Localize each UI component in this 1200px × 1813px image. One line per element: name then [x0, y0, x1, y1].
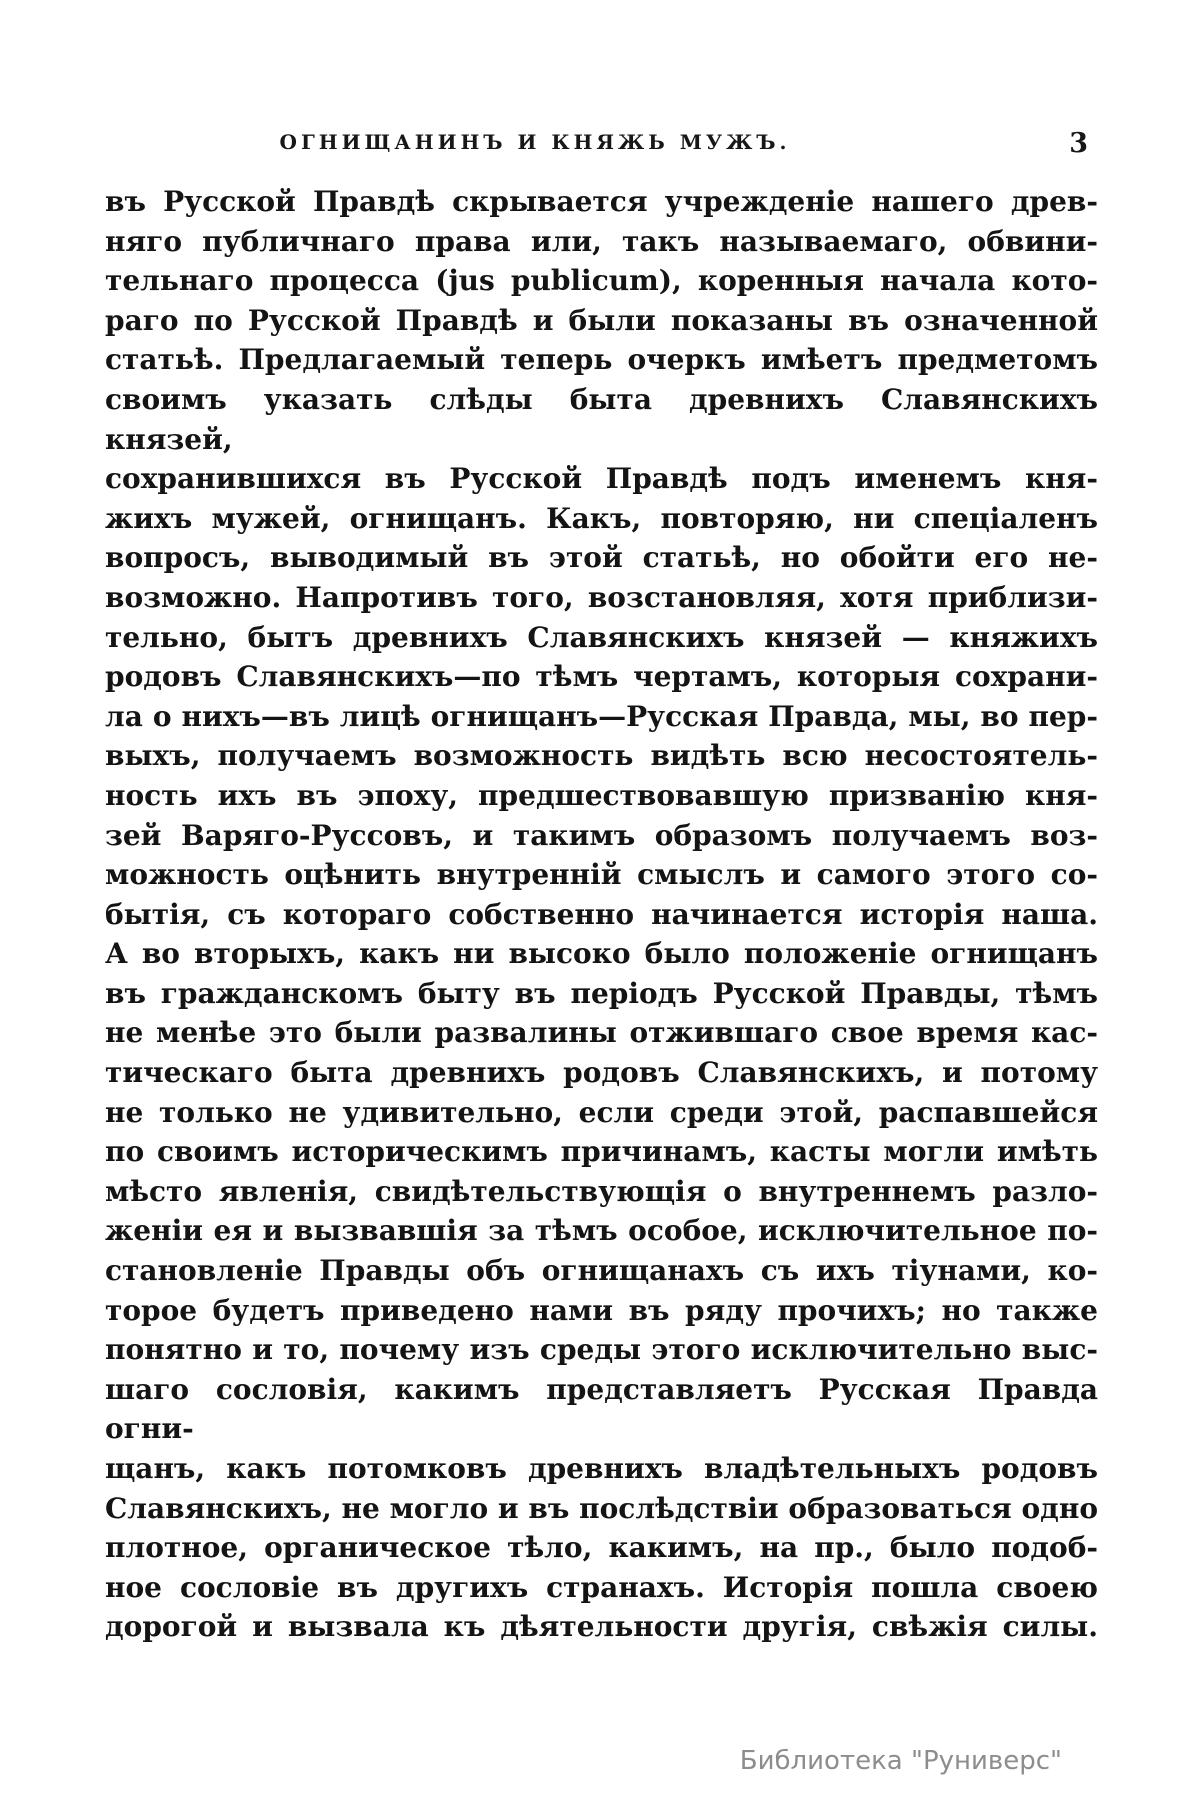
text-line: плотное, органическое тѣло, какимъ, на пр., было подоб-: [105, 1531, 1098, 1565]
text-line: своимъ указать слѣды быта древнихъ Славянскихъ князей,: [105, 382, 1098, 456]
text-line: раго по Русской Правдѣ и были показаны въ означенной: [105, 303, 1098, 337]
running-title: ОГНИЩАНИНЪ И КНЯЖЬ МУЖЪ.: [279, 130, 791, 154]
text-line: по своимъ историческимъ причинамъ, касты могли имѣть: [105, 1135, 1098, 1169]
text-line: тическаго быта древнихъ родовъ Славянскихъ, и потому: [105, 1056, 1098, 1090]
page-number: 3: [1069, 128, 1088, 159]
text-line: можность оцѣнить внутренній смыслъ и самого этого со-: [105, 858, 1098, 892]
text-line: А во вторыхъ, какъ ни высоко было положеніе огнищанъ: [105, 937, 1098, 971]
text-line: Славянскихъ, не могло и въ послѣдствіи образоваться одно: [105, 1491, 1098, 1525]
text-line: жихъ мужей, огнищанъ. Какъ, повторяю, ни спеціаленъ: [105, 501, 1098, 535]
text-line: тельнаго процесса (jus publicum), коренныя начала кото-: [105, 264, 1098, 298]
text-line: въ Русской Правдѣ скрывается учрежденіе нашего древ-: [105, 185, 1098, 218]
text-line: ность ихъ въ эпоху, предшествовавшую призванію кня-: [105, 778, 1098, 812]
text-line: зей Варяго-Руссовъ, и такимъ образомъ получаемъ воз-: [105, 818, 1098, 852]
text-line: выхъ, получаемъ возможность видѣть всю несостоятель-: [105, 739, 1098, 773]
text-line: возможно. Напротивъ того, возстановляя, хотя приблизи-: [105, 580, 1098, 614]
text-line: женіи ея и вызвавшія за тѣмъ особое, исключительное по-: [105, 1214, 1098, 1248]
text-line: сохранившихся въ Русской Правдѣ подъ именемъ кня-: [105, 462, 1098, 496]
text-line: няго публичнаго права или, такъ называемаго, обвини-: [105, 224, 1098, 258]
text-line: не только не удивительно, если среди этой, распавшейся: [105, 1095, 1098, 1129]
text-line: понятно и то, почему изъ среды этого исключительно выс-: [105, 1333, 1098, 1367]
text-line: щанъ, какъ потомковъ древнихъ владѣтельныхъ родовъ: [105, 1452, 1098, 1485]
text-line: становленіе Правды объ огнищанахъ съ ихъ тіунами, ко-: [105, 1254, 1098, 1288]
text-line: родовъ Славянскихъ—по тѣмъ чертамъ, которыя сохрани-: [105, 660, 1098, 694]
library-watermark: Библиотека "Руниверс": [739, 1746, 1062, 1776]
text-line: шаго сословія, какимъ представляетъ Русская Правда огни-: [105, 1372, 1098, 1446]
text-line: вопросъ, выводимый въ этой статьѣ, но обойти его не-: [105, 541, 1098, 575]
text-line: мѣсто явленія, свидѣтельствующія о внутреннемъ разло-: [105, 1174, 1098, 1208]
text-line: торое будетъ приведено нами въ ряду прочихъ; но также: [105, 1293, 1098, 1327]
text-line: ное сословіе въ другихъ странахъ. Исторія пошла своею: [105, 1570, 1098, 1604]
page-header: [105, 130, 965, 154]
text-line: не менѣе это были развалины отжившаго свое время кас-: [105, 1016, 1098, 1050]
text-line: тельно, бытъ древнихъ Славянскихъ князей — княжихъ: [105, 620, 1098, 654]
text-line: бытія, съ котораго собственно начинается исторія наша.: [105, 897, 1098, 931]
text-line: статьѣ. Предлагаемый теперь очеркъ имѣетъ предметомъ: [105, 343, 1098, 377]
page-body: [105, 182, 1098, 1647]
text-line: ла о нихъ—въ лицѣ огнищанъ—Русская Правда, мы, во пер-: [105, 699, 1098, 733]
text-line: дорогой и вызвала къ дѣятельности другія, свѣжія силы.: [105, 1610, 1098, 1644]
text-line: въ гражданскомъ быту въ періодъ Русской Правды, тѣмъ: [105, 976, 1098, 1010]
